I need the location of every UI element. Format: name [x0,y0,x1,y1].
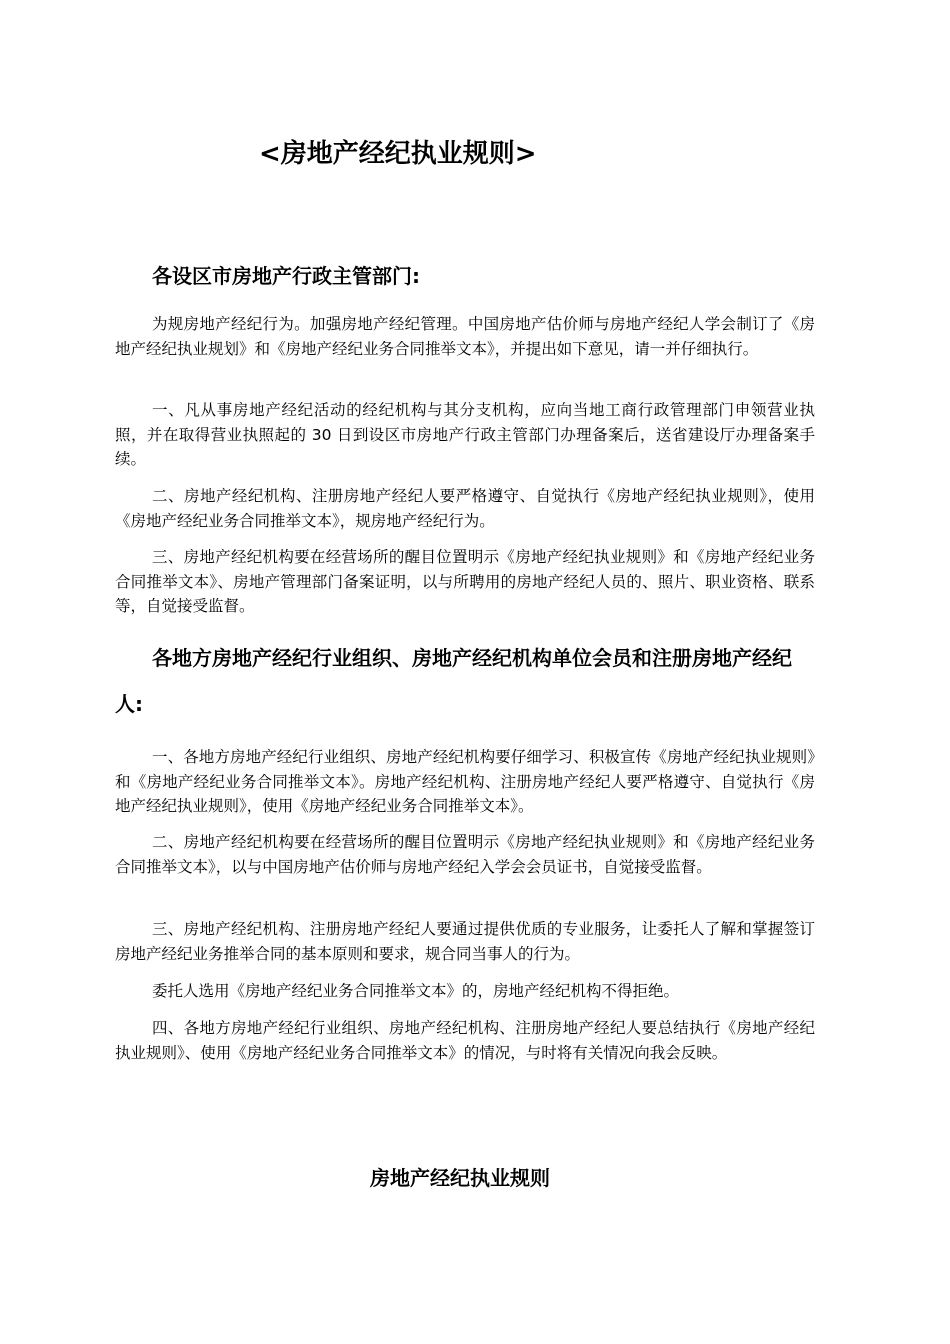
section2-heading: 各地方房地产经纪行业组织、房地产经纪机构单位会员和注册房地产经纪人: [115,646,792,716]
section2-item-2: 二、房地产经纪机构要在经营场所的醒目位置明示《房地产经纪执业规则》和《房地产经纪业务合同推举文本》，以与中国房地产估价师与房地产经纪入学会会员证书，自觉接受监督。 [115,833,815,876]
addressee-heading: 各设区市房地产行政主管部门: [152,264,420,288]
rules-subtitle: 房地产经纪执业规则 [370,1166,550,1190]
section2-item-3: 三、房地产经纪机构、注册房地产经纪人要通过提供优质的专业服务，让委托人了解和掌握签订房地产经纪业务推举合同的基本原则和要求，规合同当事人的行为。 [115,920,815,963]
section1-item-2: 二、房地产经纪机构、注册房地产经纪人要严格遵守、自觉执行《房地产经纪执业规则》，使用《房地产经纪业务合同推举文本》，规房地产经纪行为。 [115,487,815,530]
section1-item-1: 一、凡从事房地产经纪活动的经纪机构与其分支机构，应向当地工商行政管理部门申领营业执照，并在取得营业执照起的 30 日到设区市房地产行政主管部门办理备案后，送省建设厅办理备案手续。 [115,401,815,468]
section2-item-1: 一、各地方房地产经纪行业组织、房地产经纪机构要仔细学习、积极宣传《房地产经纪执业规则》和《房地产经纪业务合同推举文本》。房地产经纪机构、注册房地产经纪人要严格遵守、自觉执行《房地产经纪执业规则》，使用《房地产经纪业务合同推举文本》。 [115,748,815,815]
section2-item-5: 四、各地方房地产经纪行业组织、房地产经纪机构、注册房地产经纪人要总结执行《房地产经纪执业规则》、使用《房地产经纪业务合同推举文本》的情况，与时将有关情况向我会反映。 [115,1019,815,1062]
section1-item-3: 三、房地产经纪机构要在经营场所的醒目位置明示《房地产经纪执业规则》和《房地产经纪业务合同推举文本》、房地产管理部门备案证明，以与所聘用的房地产经纪人员的、照片、职业资格、联系等，自觉接受监督。 [115,548,815,615]
section2-item-4: 委托人选用《房地产经纪业务合同推举文本》的，房地产经纪机构不得拒绝。 [152,982,680,1000]
intro-paragraph: 为规房地产经纪行为。加强房地产经纪管理。中国房地产估价师与房地产经纪人学会制订了《房地产经纪执业规划》和《房地产经纪业务合同推举文本》，并提出如下意见，请一并仔细执行。 [115,315,815,358]
document-title: <房地产经纪执业规则> [259,139,537,169]
